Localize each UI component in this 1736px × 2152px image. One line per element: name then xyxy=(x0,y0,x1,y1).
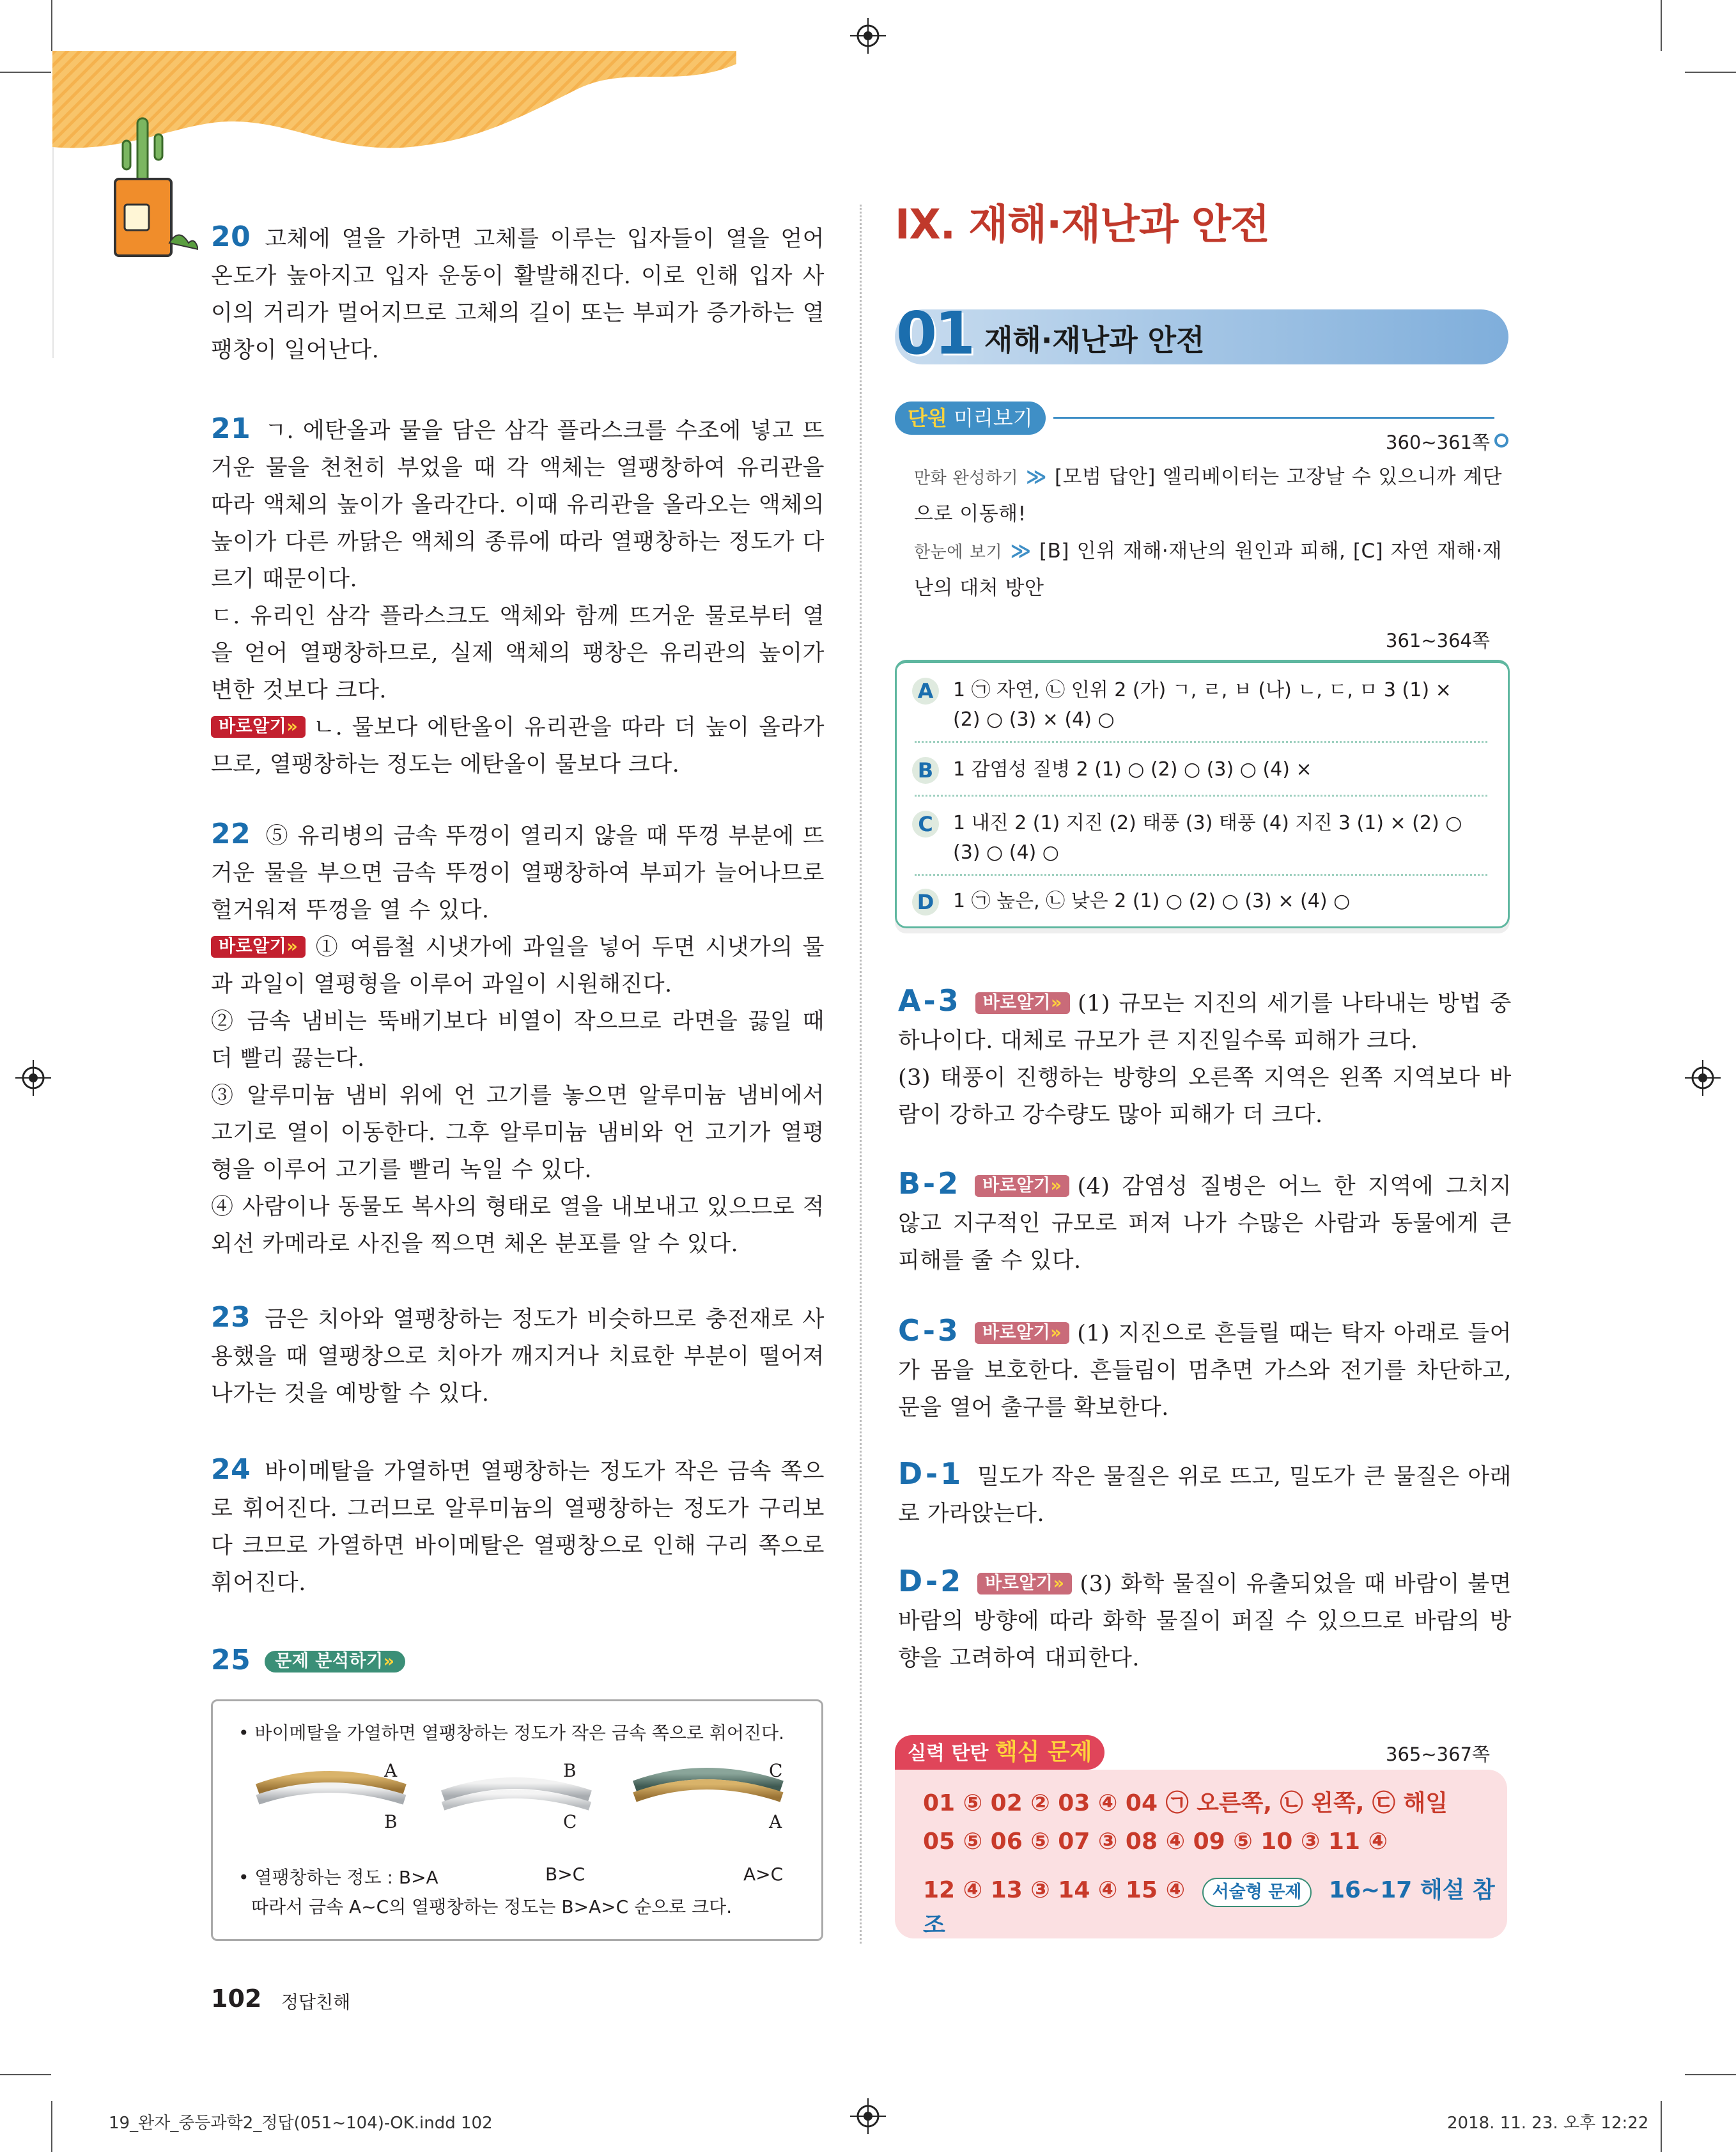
answer-text: 고체에 열을 가하면 고체를 이루는 입자들이 열을 얻어 온도가 높아지고 입자 운동이 활발해진다. 이로 인해 입자 사이의 거리가 멀어지므로 고체의 길이 또는 부피가 증가하는 열팽창이 일어난다. xyxy=(211,226,825,363)
row-divider xyxy=(915,741,1487,743)
answer-22 xyxy=(211,816,825,1263)
preview-label: 단원 미리보기 xyxy=(895,402,1046,435)
explain-c3: C-3 바로알기» (1) 지진으로 흔들릴 때는 탁자 아래로 들어가 몸을 보호한다. 흔들림이 멈추면 가스와 전기를 차단하고, 문을 열어 출구를 확보한다. xyxy=(898,1313,1512,1421)
strip-c-layer xyxy=(443,1794,590,1806)
box-line: • 열팽창하는 정도 : B>A xyxy=(238,1867,438,1888)
strip-label: C xyxy=(563,1811,577,1832)
correction-tag: 바로알기» xyxy=(975,1175,1069,1197)
correction-tag: 바로알기» xyxy=(977,1573,1072,1595)
cactus-icon xyxy=(109,115,198,269)
answer-23 xyxy=(211,1299,825,1412)
explain-b2: B-2 바로알기» (4) 감염성 질병은 어느 한 지역에 그치지 않고 지구적인 규모로 퍼져 나가 수많은 사람과 동물에게 큰 피해를 줄 수 있다. xyxy=(898,1166,1512,1274)
answer-text: ④ 사람이나 동물도 복사의 형태로 열을 내보내고 있으므로 적외선 카메라로 사진을 찍으면 체온 분포를 알 수 있다. xyxy=(211,1194,825,1257)
crop-mark xyxy=(1685,72,1736,73)
preview-overview: 한눈에 보기 ≫ [B] 인위 재해·재난의 원인과 피해, [C] 자연 재해·재난의 대처 방안 xyxy=(914,540,1502,600)
answer-text: ⑤ 유리병의 금속 뚜껑이 열리지 않을 때 뚜껑 부분에 뜨거운 물을 부으면 금속 뚜껑이 열팽창하여 부피가 늘어나므로 헐거워져 뚜껑을 열 수 있다. xyxy=(211,823,825,923)
core-line: 12 ④ 13 ③ 14 ④ 15 ④ 서술형 문제 16~17 해설 참조 xyxy=(923,1877,1495,1938)
crop-mark xyxy=(51,2101,52,2152)
strip-label: B xyxy=(563,1760,577,1781)
box-line: 따라서 금속 A~C의 열팽창하는 정도는 B>A>C 순으로 크다. xyxy=(251,1896,732,1917)
strip-label: B xyxy=(384,1811,398,1832)
answer-24 xyxy=(211,1451,825,1602)
answer-row-c: C 1 내진 2 (1) 지진 (2) 태풍 (3) 태풍 (4) 지진 3 (1) × (2) ○ (3) ○ (4) ○ xyxy=(912,809,1494,868)
answer-text: 금은 치아와 열팽창하는 정도가 비슷하므로 충전재로 사용했을 때 열팽창으로 치아가 깨지거나 치료한 부분이 떨어져 나가는 것을 예방할 수 있다. xyxy=(211,1307,825,1407)
strip-label: A xyxy=(769,1811,782,1832)
answer-text: ③ 알루미늄 냄비 위에 언 고기를 놓으면 알루미늄 냄비에서 고기로 열이 이동한다. 그후 알루미늄 냄비와 언 고기가 열평형을 이루어 고기를 빨리 녹일 수 있다. xyxy=(211,1083,825,1183)
registration-mark-icon xyxy=(15,1060,51,1096)
preview-comic: 만화 완성하기 ≫ [모범 답안] 엘리베이터는 고장날 수 있으니까 계단으로 이동해! xyxy=(914,465,1503,526)
answer-25 xyxy=(211,1642,825,1681)
crop-mark xyxy=(1661,0,1662,51)
question-number: 21 xyxy=(211,412,251,445)
core-line: 01 ⑤ 02 ② 03 ④ 04 ㉠ 오른쪽, ㉡ 왼쪽, ㉢ 해일 xyxy=(923,1790,1448,1816)
correction-tag: 바로알기» xyxy=(211,716,306,738)
page-ref: 360~361쪽 xyxy=(1386,432,1491,453)
question-number: 20 xyxy=(211,221,251,253)
bimetal-strips-diagram xyxy=(251,1758,801,1847)
answer-row-d: D 1 ㉠ 높은, ㉡ 낮은 2 (1) ○ (2) ○ (3) × (4) ○ xyxy=(912,887,1494,916)
answer-row-a: A 1 ㉠ 자연, ㉡ 인위 2 (가) ㄱ, ㄹ, ㅂ (나) ㄴ, ㄷ, ㅁ 3 (1) × (2) ○ (3) × (4) ○ xyxy=(912,676,1494,735)
question-number: 24 xyxy=(211,1453,251,1486)
box-line: • 바이메탈을 가열하면 열팽창하는 정도가 작은 금속 쪽으로 휘어진다. xyxy=(238,1722,784,1743)
chapter-title: Ⅸ. 재해·재난과 안전 xyxy=(895,201,1269,249)
unit-title: 재해·재난과 안전 xyxy=(984,323,1205,357)
answer-text: ㄷ. 유리인 삼각 플라스크도 액체와 함께 뜨거운 물로부터 열을 얻어 열팽창하므로, 실제 액체의 팽창은 유리관의 높이가 변한 것보다 크다. xyxy=(211,604,825,703)
box-line: A>C xyxy=(743,1864,784,1885)
answer-text: ㄱ. 에탄올과 물을 담은 삼각 플라스크를 수조에 넣고 뜨거운 물을 천천히 부었을 때 각 액체는 열팽창하여 유리관을 따라 액체의 높이가 올라간다. 이때 유리관을 올라오는 액체의 높이가 다른 까닭은 액체의 종류에 따라 열팽창하는 정도가 다르기 때문이다. xyxy=(211,418,825,592)
correction-tag: 바로알기» xyxy=(211,936,306,958)
strip-b-layer xyxy=(258,1788,405,1800)
question-number: 25 xyxy=(211,1644,251,1676)
unit-number: 01 xyxy=(896,299,973,368)
registration-mark-icon xyxy=(850,18,886,54)
correction-tag: 바로알기» xyxy=(975,992,1070,1014)
section-name: 정답친해 xyxy=(281,1992,351,2013)
crop-mark xyxy=(51,0,52,51)
answer-text: ① 여름철 시냇가에 과일을 넣어 두면 시냇가의 물과 과일이 열평형을 이루어 과일이 시원해진다. xyxy=(211,935,825,997)
core-answers-box xyxy=(895,1770,1507,1938)
row-divider xyxy=(915,874,1487,876)
answer-20 xyxy=(211,219,825,369)
strip-a-layer xyxy=(635,1784,782,1797)
registration-mark-icon xyxy=(850,2098,886,2134)
explain-d2: D-2 바로알기» (3) 화학 물질이 유출되었을 때 바람이 불면 바람의 방향에 따라 화학 물질이 퍼질 수 있으므로 바람의 방향을 고려하여 대피한다. xyxy=(898,1564,1512,1671)
registration-mark-icon xyxy=(1685,1060,1721,1096)
basic-answers-box xyxy=(895,660,1510,928)
correction-tag: 바로알기» xyxy=(975,1322,1069,1344)
strip-label: C xyxy=(769,1760,783,1781)
page-number: 102 xyxy=(211,1984,262,2013)
answer-text: ㄴ. 물보다 에탄올이 유리관을 따라 더 높이 올라가므로, 열팽창하는 정도는 에탄올이 물보다 크다. xyxy=(211,715,825,777)
core-line: 05 ⑤ 06 ⑤ 07 ③ 08 ④ 09 ⑤ 10 ③ 11 ④ xyxy=(923,1828,1388,1855)
answer-row-b: B 1 감염성 질병 2 (1) ○ (2) ○ (3) ○ (4) × xyxy=(912,755,1494,784)
core-problems-label: 실력 탄탄 핵심 문제 xyxy=(895,1735,1104,1770)
bimetal-analysis-box xyxy=(211,1699,823,1941)
ring-icon xyxy=(1493,432,1510,449)
question-number: 23 xyxy=(211,1301,251,1334)
crop-mark xyxy=(0,72,51,73)
column-divider xyxy=(860,205,862,1944)
analysis-tag: 문제 분석하기» xyxy=(265,1651,405,1672)
strip-label: A xyxy=(384,1760,398,1781)
crop-mark xyxy=(1685,2074,1736,2075)
preview-rule xyxy=(1053,417,1494,419)
explain-a3: A-3 바로알기» (1) 규모는 지진의 세기를 나타내는 방법 중 하나이다. 대체로 규모가 큰 지진일수록 피해가 크다. (3) 태풍이 진행하는 방향의 오른쪽 지역은 왼쪽 지역보다 바람이 강하고 강수량도 많아 피해가 더 크다. xyxy=(898,983,1512,1128)
row-divider xyxy=(915,795,1487,797)
crop-mark xyxy=(1661,2101,1662,2152)
explain-d1: D-1 밀도가 작은 물질은 위로 뜨고, 밀도가 큰 물질은 아래로 가라앉는다. xyxy=(898,1456,1512,1527)
answer-21 xyxy=(211,410,825,783)
answer-text: 바이메탈을 가열하면 열팽창하는 정도가 작은 금속 쪽으로 휘어진다. 그러므로 알루미늄의 열팽창하는 정도가 구리보다 크므로 가열하면 바이메탈은 열팽창으로 인해 구리 쪽으로 휘어진다. xyxy=(211,1459,825,1596)
file-slug: 19_완자_중등과학2_정답(051~104)-OK.indd 102 xyxy=(109,2114,493,2133)
page-ref: 365~367쪽 xyxy=(1386,1743,1491,1765)
answer-text: ② 금속 냄비는 뚝배기보다 비열이 작으므로 라면을 끓일 때 더 빨리 끓는다. xyxy=(211,1009,825,1072)
question-number: 22 xyxy=(211,818,251,850)
print-date: 2018. 11. 23. 오후 12:22 xyxy=(1447,2114,1649,2133)
box-line: B>C xyxy=(545,1864,585,1885)
crop-mark xyxy=(0,2074,51,2075)
descriptive-tag: 서술형 문제 xyxy=(1202,1878,1312,1907)
page-ref: 361~364쪽 xyxy=(1386,630,1491,651)
